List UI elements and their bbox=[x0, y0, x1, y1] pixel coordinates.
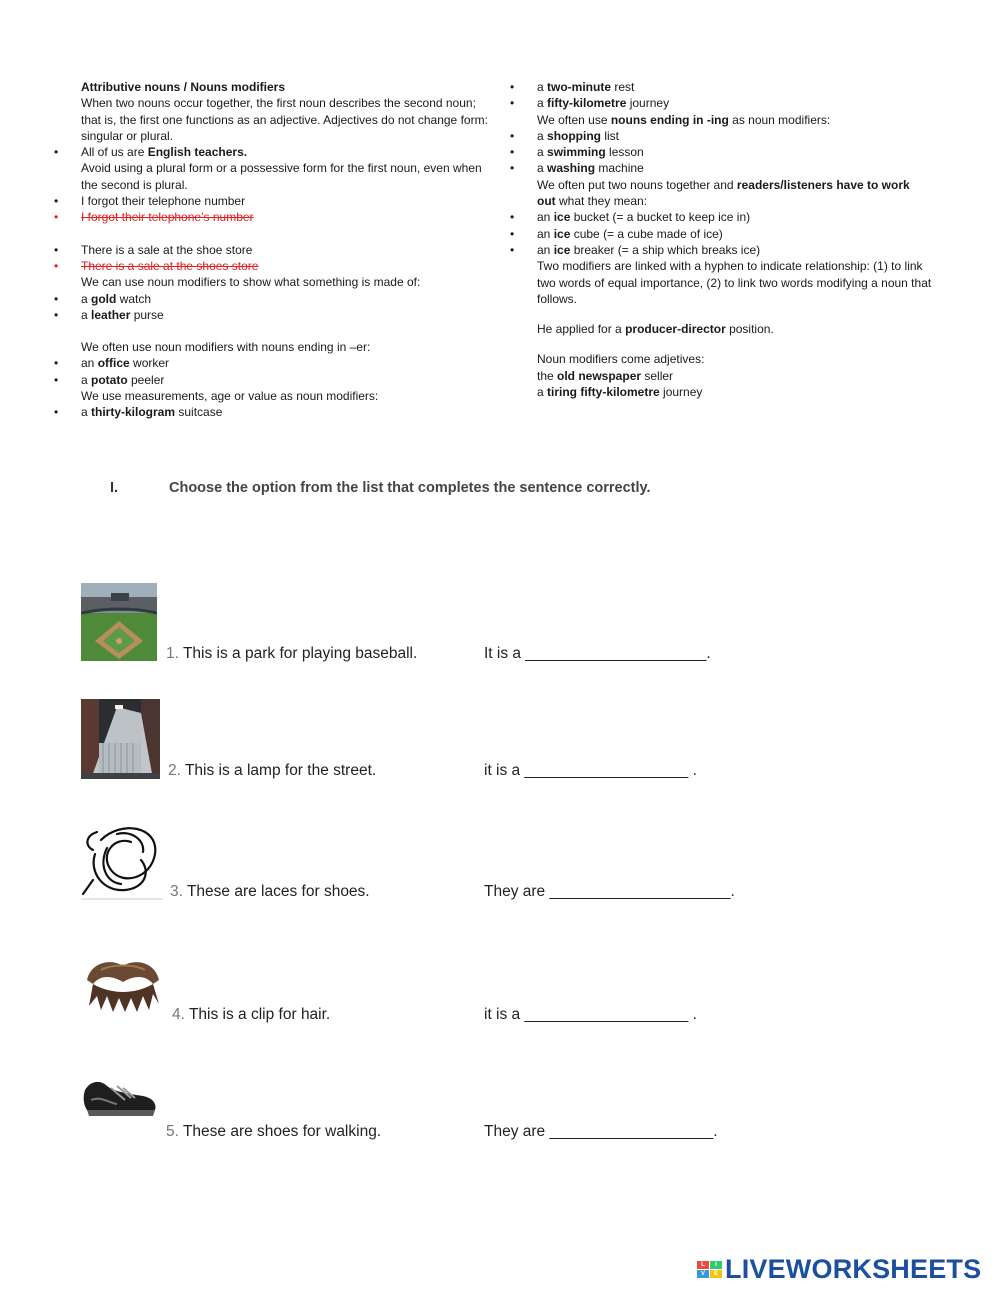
work-out-rule: We often put two nouns together and readers/listeners have to work out what they mean: bbox=[537, 177, 910, 209]
list-item: • an ice breaker (= a ship which breaks ice) bbox=[537, 242, 937, 258]
answer-blank-3[interactable]: They are _____________________. bbox=[484, 883, 735, 900]
avoid-rule: Avoid using a plural form or a possessive form for the first noun, even when the second is plural. bbox=[81, 161, 482, 192]
baseball-park-image bbox=[81, 583, 157, 661]
theory-intro: When two nouns occur together, the first noun describes the second noun; that is, the first one functions as an adjective. Adjectives do not change form: singular or plural. bbox=[81, 96, 488, 143]
list-item: • an office worker bbox=[81, 355, 491, 371]
question-1: 1. This is a park for playing baseball. bbox=[166, 645, 418, 662]
example-telephone-number: • I forgot their telephone number bbox=[81, 193, 491, 209]
list-item: • an ice cube (= a cube made of ice) bbox=[537, 226, 937, 242]
liveworksheets-logo bbox=[697, 1252, 981, 1286]
adjective-rule: Noun modifiers come adjetives: bbox=[537, 352, 705, 367]
adjective-example-1: the old newspaper seller bbox=[537, 368, 674, 383]
hair-clip-image bbox=[81, 950, 165, 1018]
example-shoe-store-wrong: • There is a sale at the shoes store bbox=[81, 258, 491, 274]
er-rule: We often use noun modifiers with nouns ending in –er: bbox=[81, 340, 371, 355]
made-of-rule: We can use noun modifiers to show what something is made of: bbox=[81, 275, 421, 290]
answer-blank-5[interactable]: They are ___________________. bbox=[484, 1123, 718, 1140]
theory-title: Attributive nouns / Nouns modifiers bbox=[81, 80, 286, 94]
hyphen-rule: Two modifiers are linked with a hyphen to indicate relationship: (1) to link two words of equal importance, (2) to link two words modifying a noun that follows. bbox=[537, 259, 932, 306]
question-2: 2. This is a lamp for the street. bbox=[168, 762, 377, 779]
list-item: • a fifty-kilometre journey bbox=[537, 95, 937, 111]
question-4: 4. This is a clip for hair. bbox=[172, 1006, 331, 1023]
example-telephone-wrong: • I forgot their telephone’s number bbox=[81, 209, 491, 225]
theory-left-column bbox=[81, 79, 491, 421]
example-english-teachers: • All of us are English teachers. bbox=[81, 144, 491, 160]
question-3: 3. These are laces for shoes. bbox=[170, 883, 370, 900]
question-5: 5. These are shoes for walking. bbox=[166, 1123, 382, 1140]
list-item: • a leather purse bbox=[81, 307, 491, 323]
example-shoe-store: • There is a sale at the shoe store bbox=[81, 242, 491, 258]
shoelaces-image bbox=[81, 820, 163, 900]
list-item: • a gold watch bbox=[81, 291, 491, 307]
exercise-heading bbox=[110, 480, 651, 496]
logo-blocks-icon: L I V E bbox=[697, 1261, 722, 1278]
street-lamp-image bbox=[81, 699, 160, 779]
theory-right-column bbox=[537, 79, 937, 400]
logo-text: LIVEWORKSHEETS bbox=[725, 1253, 982, 1284]
list-item: • an ice bucket (= a bucket to keep ice in) bbox=[537, 209, 937, 225]
exercise-instruction: Choose the option from the list that completes the sentence correctly. bbox=[169, 480, 651, 496]
answer-blank-2[interactable]: it is a ___________________ . bbox=[484, 762, 697, 779]
answer-blank-4[interactable]: it is a ___________________ . bbox=[484, 1006, 697, 1023]
adjective-example-2: a tiring fifty-kilometre journey bbox=[537, 385, 703, 400]
walking-shoes-image bbox=[81, 1074, 159, 1124]
producer-example: He applied for a producer-director position. bbox=[537, 322, 774, 337]
ing-rule: We often use nouns ending in -ing as noun modifiers: bbox=[537, 112, 831, 127]
measure-rule: We use measurements, age or value as noun modifiers: bbox=[81, 389, 379, 404]
list-item: • a shopping list bbox=[537, 128, 937, 144]
list-item: • a thirty-kilogram suitcase bbox=[81, 404, 491, 420]
list-item: • a two-minute rest bbox=[537, 79, 937, 95]
answer-blank-1[interactable]: It is a _____________________. bbox=[484, 645, 711, 662]
list-item: • a washing machine bbox=[537, 160, 937, 176]
exercise-number: I. bbox=[110, 480, 119, 496]
list-item: • a swimming lesson bbox=[537, 144, 937, 160]
list-item: • a potato peeler bbox=[81, 372, 491, 388]
